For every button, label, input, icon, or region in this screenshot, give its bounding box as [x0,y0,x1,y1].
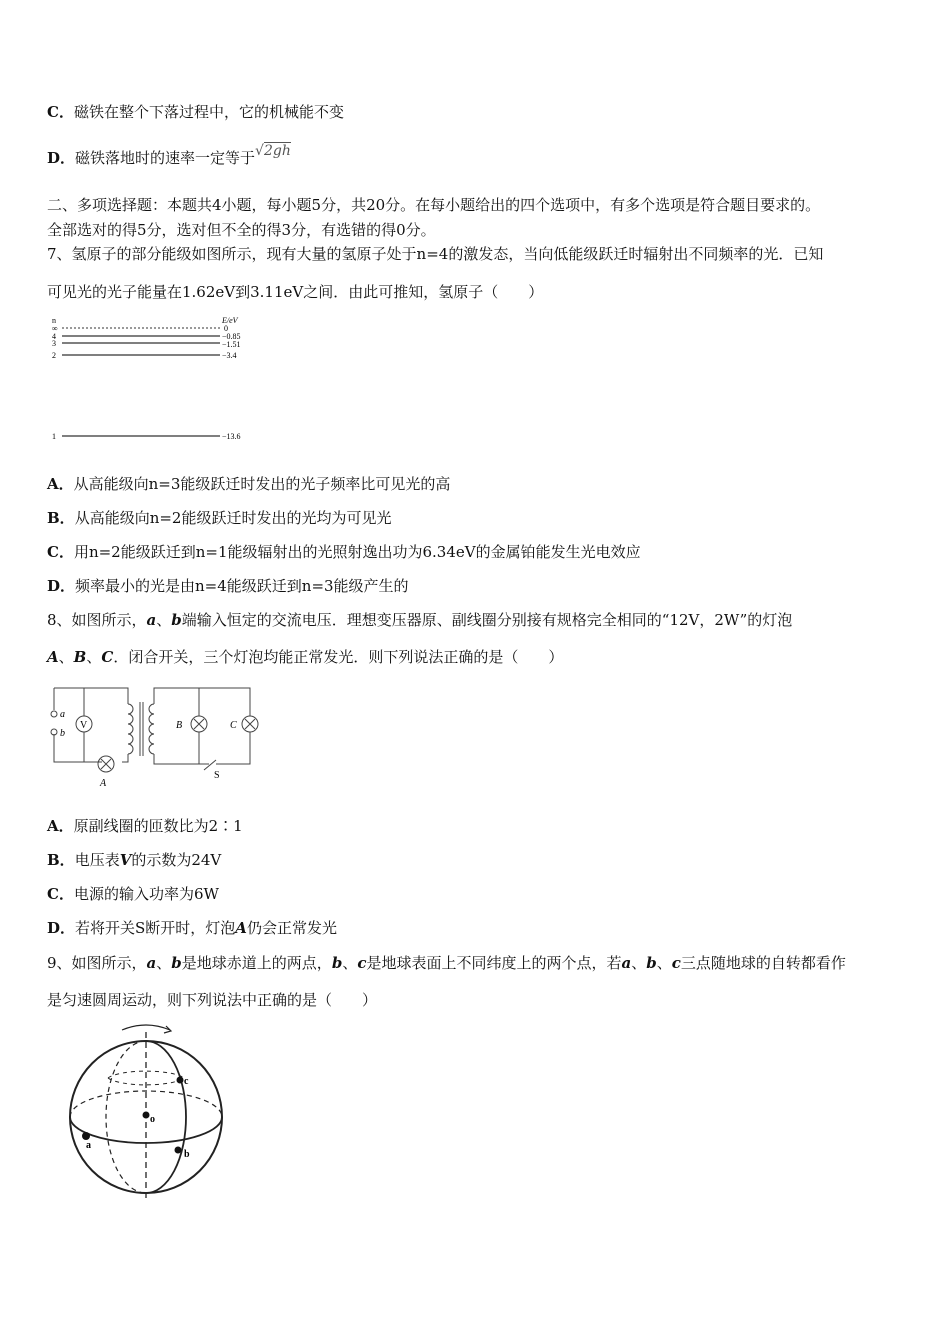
point-o-dot [143,1112,150,1119]
option-label: A． [47,817,74,835]
q8-stem-line2: A、B、C．闭合开关，三个灯泡均能正常发光．则下列说法正确的是（ ） [47,648,564,666]
level-e-1: −13.6 [222,432,241,441]
globe-label-o: o [150,1114,155,1125]
level-n-4: 4 [52,332,56,341]
option-text: 从高能级向n=2能级跃迁时发出的光均为可见光 [74,509,392,527]
section2-line2: 全部选对的得5分，选对但不全的得3分，有选错的得0分。 [47,221,436,239]
level-e-2: −3.4 [222,351,237,360]
point-c-dot [177,1077,184,1084]
q7-option-b [47,508,391,528]
globe-label-b: b [184,1149,190,1160]
option-label: D． [47,919,76,937]
option-label: C． [47,885,74,903]
q9-stem-line1: 9、如图所示，a、b是地球赤道上的两点，b、c是地球表面上不同纬度上的两个点，若a、b、c三点随地球的自转都看作 [47,954,846,972]
option-label: A． [47,475,74,493]
n-header: n [52,316,56,325]
option-text: 用n=2能级跃迁到n=1能级辐射出的光照射逸出功为6.34eV的金属铂能发生光电效应 [73,543,641,561]
transformer-circuit-diagram [44,684,264,792]
q8-stem-line1: 8、如图所示，a、b端输入恒定的交流电压．理想变压器原、副线圈分别接有规格完全相同的“12V，2W”的灯泡 [47,611,793,629]
section2-line1: 二、多项选择题：本题共4小题，每小题5分，共20分。在每小题给出的四个选项中，有多个选项是符合题目要求的。 [47,196,821,214]
lamp-label-b: B [176,720,183,731]
option-text: 原副线圈的匝数比为2∶1 [73,817,243,835]
q7-option-d [47,576,409,596]
level-n-inf: ∞ [52,324,58,333]
lamp-label-a: A [100,778,107,789]
point-b-dot [175,1147,182,1154]
option-text: 磁铁落地时的速率一定等于 [75,149,256,167]
sqrt-sign-icon: √ [255,143,264,159]
level-n-2: 2 [52,351,56,360]
level-e-3: −1.51 [222,340,241,349]
option-text: 从高能级向n=3能级跃迁时发出的光子频率比可见光的高 [73,475,451,493]
e-header: E/eV [222,316,238,325]
q8-option-a [47,816,243,836]
sqrt-formula: √2gh [255,143,291,159]
level-n-3: 3 [52,339,56,348]
level-e-inf: 0 [224,324,228,333]
switch-label-s: S [214,770,220,781]
q6-option-c [47,102,344,122]
circuit-label-b: b [60,728,65,739]
globe-label-c: c [184,1076,189,1087]
option-label: C． [47,543,74,561]
q8-option-d: D．若将开关S断开时，灯泡A仍会正常发光 [47,919,337,937]
option-text: 磁铁在整个下落过程中，它的机械能不变 [73,103,344,121]
q7-stem-line2: 可见光的光子能量在1.62eV到3.11eV之间．由此可推知，氢原子（ ） [47,283,544,301]
circuit-label-a: a [60,709,65,720]
energy-level-diagram [44,314,264,446]
q7-option-c [47,542,641,562]
q6-option-d [47,143,291,169]
globe-label-a: a [86,1140,91,1151]
option-label: D． [47,149,76,167]
q7-stem-line1: 7、氢原子的部分能级如图所示，现有大量的氢原子处于n=4的激发态，当向低能级跃迁时辐射出不同频率的光．已知 [47,245,824,263]
q8-option-c [47,884,219,904]
q8-option-b: B．电压表V的示数为24V [47,851,222,869]
q7-option-a [47,474,450,494]
option-label: B． [47,851,75,869]
level-e-4: −0.85 [222,332,241,341]
option-label: D． [47,577,76,595]
q9-stem-line2: 是匀速圆周运动，则下列说法中正确的是（ ） [47,991,378,1009]
earth-globe-diagram [64,1022,234,1206]
point-a-dot [82,1132,90,1140]
option-label: C． [47,103,74,121]
option-text: 频率最小的光是由n=4能级跃迁到n=3能级产生的 [75,577,409,595]
level-n-1: 1 [52,432,56,441]
lamp-label-c: C [230,720,237,731]
option-text: 电源的输入功率为6W [73,885,219,903]
voltmeter-label: V [80,720,88,731]
option-label: B． [47,509,75,527]
